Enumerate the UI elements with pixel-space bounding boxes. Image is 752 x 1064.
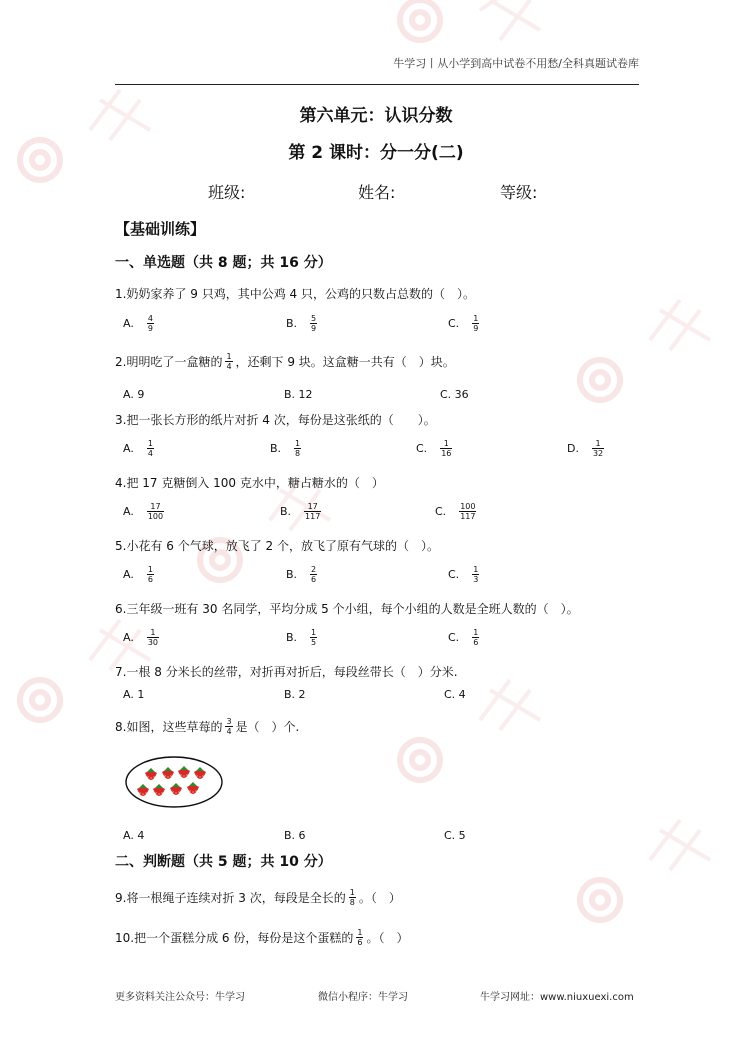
question-2: 2.明明吃了一盒糖的 $\frac{1}{4}$ ，还剩下 9 块。这盒糖一共有（ ）块。 <box>115 352 455 371</box>
strawberry-icon <box>162 767 174 779</box>
fraction: $\frac{1}{16}$ <box>441 439 452 458</box>
fraction: $\frac{1}{8}$ <box>295 439 301 458</box>
class-label: 班级: <box>208 183 246 202</box>
fraction: $\frac{4}{9}$ <box>147 314 153 333</box>
question-5: 5.小花有 6 个气球，放飞了 2 个，放飞了原有气球的（ ）。 <box>115 539 439 553</box>
question-7: 7.一根 8 分米长的丝带，对折再对折后，每段丝带长（ ）分米. <box>115 665 458 679</box>
fraction: $\frac{17}{100}$ <box>147 502 164 521</box>
q7-option-c[interactable]: C. 4 <box>444 688 466 701</box>
q3-option-d[interactable]: D. $\frac{1}{32}$ <box>567 439 604 458</box>
page-title: 第六单元：认识分数 <box>299 106 453 126</box>
q4-option-b[interactable]: B. $\frac{17}{117}$ <box>280 502 321 521</box>
fraction: $\frac{5}{9}$ <box>311 314 317 333</box>
q1-option-c[interactable]: C. $\frac{1}{9}$ <box>448 314 479 333</box>
fraction: $\frac{1}{4}$ <box>147 439 153 458</box>
q2-option-a[interactable]: A. 9 <box>123 388 145 401</box>
q8-option-b[interactable]: B. 6 <box>284 829 306 842</box>
q1-option-a[interactable]: A. $\frac{4}{9}$ <box>123 314 153 333</box>
question-3: 3.把一张长方形的纸片对折 4 次，每份是这张纸的（ ）。 <box>115 413 436 427</box>
name-label: 姓名: <box>358 183 396 202</box>
q3-option-a[interactable]: A. $\frac{1}{4}$ <box>123 439 153 458</box>
fraction: $\frac{1}{3}$ <box>473 565 479 584</box>
q6-option-b[interactable]: B. $\frac{1}{5}$ <box>286 628 317 647</box>
fraction: $\frac{1}{30}$ <box>147 628 159 647</box>
strawberry-icon <box>145 768 157 780</box>
fraction: $\frac{1}{8}$ <box>349 888 355 907</box>
fraction: $\frac{1}{6}$ <box>473 628 479 647</box>
footer-wechat-account: 更多资料关注公众号：牛学习 <box>115 992 245 1003</box>
fraction: $\frac{2}{6}$ <box>311 565 317 584</box>
strawberry-plate-figure <box>124 755 224 809</box>
fraction: $\frac{1}{4}$ <box>226 352 232 371</box>
fraction: $\frac{100}{117}$ <box>460 502 476 521</box>
page-subtitle: 第 2 课时：分一分(二) <box>288 143 464 163</box>
strawberry-icon <box>137 784 149 796</box>
q4-option-c[interactable]: C. $\frac{100}{117}$ <box>435 502 476 521</box>
fraction: $\frac{1}{6}$ <box>147 565 153 584</box>
strawberry-icon <box>153 784 165 796</box>
q8-option-c[interactable]: C. 5 <box>444 829 466 842</box>
q7-option-a[interactable]: A. 1 <box>123 688 145 701</box>
strawberry-icon <box>187 782 199 794</box>
question-9: 9.将一根绳子连续对折 3 次，每段是全长的 $\frac{1}{8}$ 。（ ） <box>115 888 401 907</box>
q3-option-b[interactable]: B. $\frac{1}{8}$ <box>270 439 301 458</box>
q4-option-a[interactable]: A. $\frac{17}{100}$ <box>123 502 164 521</box>
section-basic-training: 【基础训练】 <box>115 220 206 238</box>
header-slogan: 牛学习丨从小学到高中试卷不用愁/全科真题试卷库 <box>393 57 639 70</box>
section-true-false: 二、判断题（共 5 题；共 10 分） <box>115 854 332 870</box>
q5-option-c[interactable]: C. $\frac{1}{3}$ <box>448 565 479 584</box>
question-4: 4.把 17 克糖倒入 100 克水中，糖占糖水的（ ） <box>115 476 384 490</box>
q1-option-b[interactable]: B. $\frac{5}{9}$ <box>286 314 317 333</box>
q5-option-b[interactable]: B. $\frac{2}{6}$ <box>286 565 317 584</box>
q8-option-a[interactable]: A. 4 <box>123 829 145 842</box>
grade-label: 等级: <box>500 183 538 202</box>
q3-option-c[interactable]: C. $\frac{1}{16}$ <box>416 439 452 458</box>
fraction: $\frac{1}{32}$ <box>592 439 604 458</box>
footer-mini-program: 微信小程序：牛学习 <box>318 992 408 1003</box>
strawberry-icon <box>178 766 190 778</box>
q7-option-b[interactable]: B. 2 <box>284 688 306 701</box>
question-8: 8.如图，这些草莓的 $\frac{3}{4}$ 是（ ）个. <box>115 717 300 736</box>
q6-option-a[interactable]: A. $\frac{1}{30}$ <box>123 628 159 647</box>
q2-option-c[interactable]: C. 36 <box>440 388 469 401</box>
fraction: $\frac{1}{5}$ <box>311 628 317 647</box>
fraction: $\frac{1}{6}$ <box>357 928 363 947</box>
fraction: $\frac{17}{117}$ <box>305 502 321 521</box>
strawberry-icon <box>170 783 182 795</box>
question-1: 1.奶奶家养了 9 只鸡，其中公鸡 4 只，公鸡的只数占总数的（ ）。 <box>115 287 475 301</box>
plate-outline <box>126 757 222 807</box>
section-single-choice: 一、单选题（共 8 题；共 16 分） <box>115 255 332 271</box>
footer-website-link[interactable]: 牛学习网址：www.niuxuexi.com <box>480 992 634 1003</box>
fraction: $\frac{3}{4}$ <box>226 717 232 736</box>
header-rule <box>115 84 639 85</box>
question-10: 10.把一个蛋糕分成 6 份，每份是这个蛋糕的 $\frac{1}{6}$ 。（ ） <box>115 928 409 947</box>
question-6: 6.三年级一班有 30 名同学，平均分成 5 个小组，每个小组的人数是全班人数的（ ）。 <box>115 602 579 616</box>
fraction: $\frac{1}{9}$ <box>473 314 479 333</box>
q5-option-a[interactable]: A. $\frac{1}{6}$ <box>123 565 153 584</box>
strawberry-icon <box>194 767 206 779</box>
q6-option-c[interactable]: C. $\frac{1}{6}$ <box>448 628 479 647</box>
q2-option-b[interactable]: B. 12 <box>284 388 313 401</box>
